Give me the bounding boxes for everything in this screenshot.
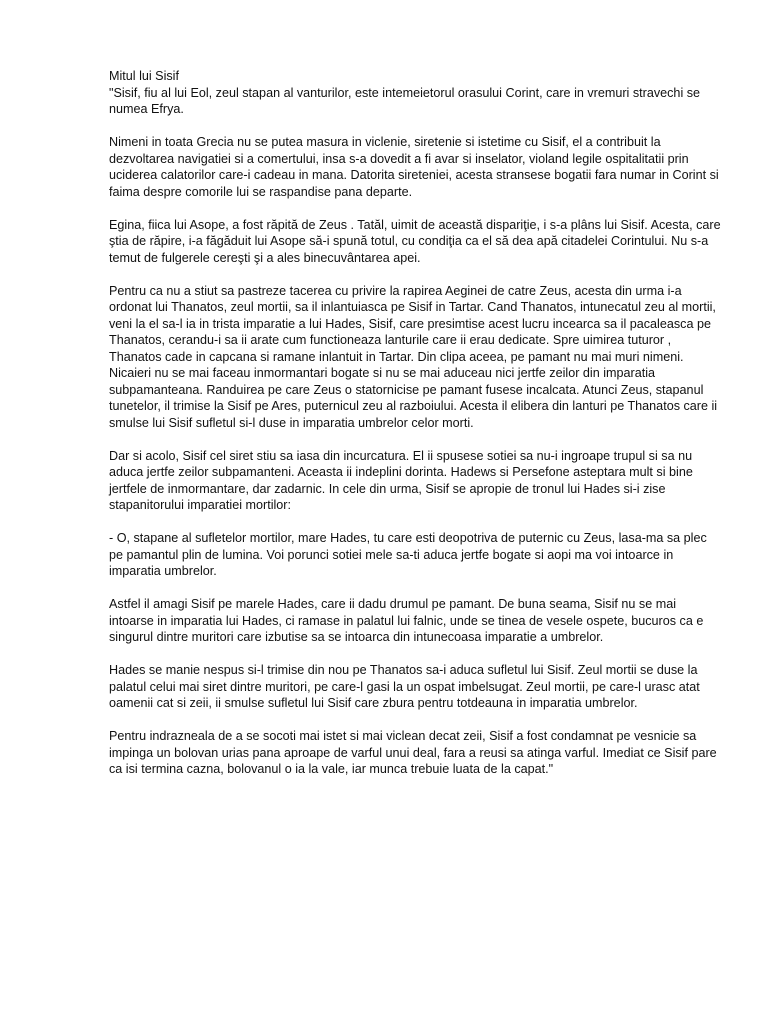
paragraph-thanatos: Pentru ca nu a stiut sa pastreze tacerea cu privire la rapirea Aeginei de catre Zeus, acesta din urma i-a ordonat lui Thanatos, zeul mortii, sa il inlantuiasca pe Sisif in Tartar. Cand Thanatos, intunecatul zeu al mortii, veni la el sa-l ia in trista imparatie a lui Hades, Sisif, care presimtise acest lucru incearca sa il pacaleasca pe Thanatos, cerandu-i sa ii arate cum functioneaza lanturile care ii erau dedicate. Spre uimirea tuturor , Thanatos cade in capcana si ramane inlantuit in Tartar. Din clipa aceea, pe pamant nu mai muri nimeni. Nicaieri nu se mai faceau inmormantari bogate si nu se mai aduceau nici jertfe zeilor din imparatia subpamanteana. Randuirea pe care Zeus o statornicise pe pamant fusese incalcata. Atunci Zeus, stapanul tunetelor, il trimise la Sisif pe Ares, puternicul zeu al razboiului. Acesta il elibera din lanturi pe Thanatos care ii smulse lui Sisif sufletul si-l duse in imparatia umbrelor celor morti.	[109, 283, 718, 430]
document-page	[109, 68, 721, 794]
paragraph-punishment: Pentru indrazneala de a se socoti mai istet si mai viclean decat zeii, Sisif a fost condamnat pe vesnicie sa impinga un bolovan urias pana aproape de varful unui deal, fara a reusi sa atinga varful. Imediat ce Sisif pare ca isi termina cazna, bolovanul o ia la vale, iar munca trebuie luata de la capat."	[109, 729, 717, 776]
paragraph-plea: - O, stapane al sufletelor mortilor, mare Hades, tu care esti deopotriva de puternic cu Zeus, lasa-ma sa plec pe pamantul plin de lumina. Voi porunci sotiei mele sa-ti aduca jertfe bogate si aopi ma voi intoarce in imparatia umbrelor.	[109, 531, 707, 578]
paragraph-amagire: Astfel il amagi Sisif pe marele Hades, care ii dadu drumul pe pamant. De buna seama, Sisif nu se mai intoarse in imparatia lui Hades, ci ramase in palatul lui falnic, unde se tinea de vesele ospete, bucuros ca e singurul dintre muritori care izbutise sa se intoarca din intunecoasa imparatie a umbrelor.	[109, 597, 704, 644]
document-title: Mitul lui Sisif	[109, 69, 179, 83]
paragraph-intro: "Sisif, fiu al lui Eol, zeul stapan al vanturilor, este intemeietorul orasului Corint, care in vremuri stravechi se numea Efrya.	[109, 85, 701, 116]
paragraph-egina: Egina, fiica lui Asope, a fost răpită de Zeus . Tatăl, uimit de această dispariţie, i s-a plâns lui Sisif. Acesta, care ştia de răpire, i-a făgăduit lui Asope să-i spună totul, cu condiţia ca el să dea apă citadelei Corintului. Nu s-a temut de fulgerele cereşti şi a ales binecuvântarea apei.	[109, 217, 721, 265]
paragraph-return-thanatos: Hades se manie nespus si-l trimise din nou pe Thanatos sa-i aduca sufletul lui Sisif. Zeul mortii se duse la palatul celui mai siret dintre muritori, pe care-l gasi la un ospat imbelsugat. Zeul mortii, pe care-l urasc atat oamenii cat si zeii, ii smulse sufletul lui Sisif care zbura pentru totdeauna in imparatia umbrelor.	[109, 663, 700, 710]
paragraph-hades: Dar si acolo, Sisif cel siret stiu sa iasa din incurcatura. El ii spusese sotiei sa nu-i ingroape trupul si sa nu aduca jertfe zeilor subpamanteni. Aceasta ii indeplini dorinta. Hadews si Persefone asteptara mult si bine jertfele de inmormantare, dar zadarnic. In cele din urma, Sisif se apropie de tronul lui Hades si-i zise stapanitorului imparatiei mortilor:	[109, 448, 693, 512]
paragraph-viclenie: Nimeni in toata Grecia nu se putea masura in viclenie, siretenie si istetime cu Sisif, el a contribuit la dezvoltarea navigatiei si a comertului, insa s-a dovedit a fi avar si inselator, violand legile ospitalitatii prin uciderea calatorilor care-i cadeau in mana. Datorita sireteniei, acesta stransese bogatii fara numar in Corint si faima despre comorile lui se raspandise pana departe.	[109, 135, 719, 199]
